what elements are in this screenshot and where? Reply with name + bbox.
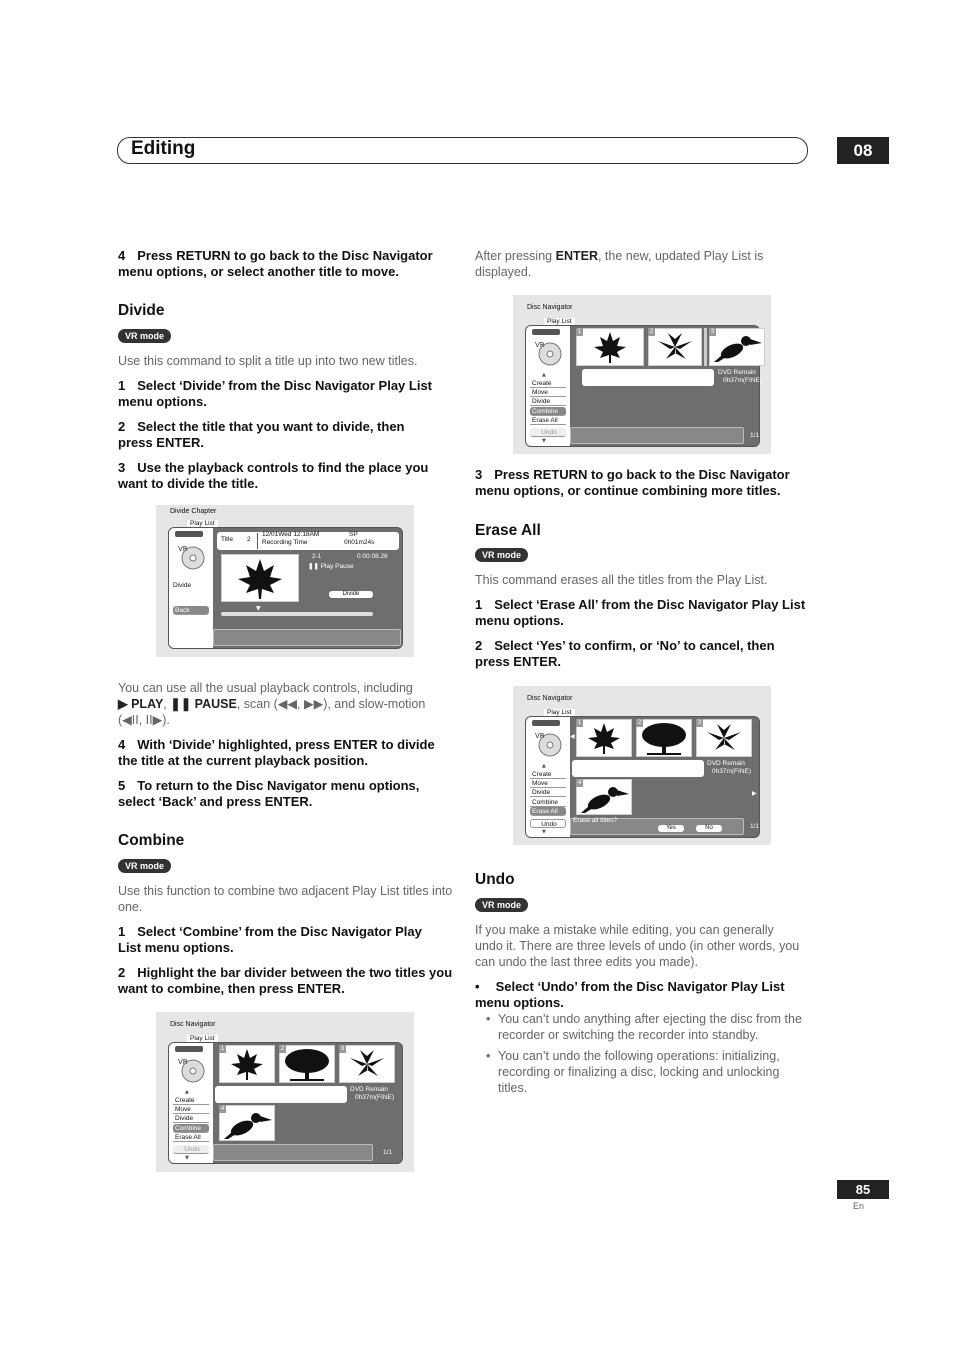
vr-disc-icon <box>534 729 564 759</box>
play-list-tab: Play List <box>187 520 218 527</box>
toucan-icon <box>577 780 631 814</box>
scroll-down-icon[interactable]: ▼ <box>542 438 546 444</box>
erase-all-screenshot <box>513 686 771 845</box>
menu-combine[interactable]: Combine <box>173 1124 209 1133</box>
undo-bullet-2: • You can’t undo the following operations: initializing, recording or finalizing a disc, locking and unlocking titles. <box>486 1049 780 1095</box>
divide-intro: Use this command to split a title up into two new titles. <box>118 354 418 368</box>
menu-move[interactable]: Move <box>530 388 566 397</box>
menu-divide[interactable]: Divide <box>173 582 192 589</box>
divide-step-5: 5 To return to the Disc Navigator menu options, select ‘Back’ and press ENTER. <box>118 778 420 809</box>
record-mode: SP <box>349 531 358 538</box>
combine-result-screenshot <box>513 295 771 454</box>
title-thumbnail-3[interactable] <box>709 328 765 366</box>
info-box <box>215 1086 347 1103</box>
thumbnail-number: 1 <box>577 720 582 726</box>
chapter-title: Editing <box>131 138 196 159</box>
section-title-undo: Undo <box>475 871 515 888</box>
divide-step-2: 2 Select the title that you want to divide, then press ENTER. <box>118 419 405 450</box>
section-title-combine: Combine <box>118 832 185 849</box>
toucan-icon <box>710 329 764 365</box>
timecode: 0.00.08.26 <box>357 553 388 560</box>
scroll-down-icon[interactable]: ▼ <box>542 829 546 835</box>
screen-frame <box>525 709 760 838</box>
title-thumbnail-4[interactable] <box>576 779 632 815</box>
dvd-logo <box>532 720 560 726</box>
title-thumbnail-1[interactable] <box>576 719 632 757</box>
maple-leaf-icon <box>577 329 643 365</box>
title-thumbnail-3[interactable] <box>339 1045 395 1083</box>
menu-erase-all[interactable]: Erase All <box>530 807 566 816</box>
menu-divide[interactable]: Divide <box>173 1114 209 1123</box>
vr-mode-badge: VR mode <box>118 329 171 343</box>
tree-icon <box>280 1046 334 1082</box>
dvd-remain-label: DVD Remain <box>718 369 756 376</box>
scroll-up-icon[interactable]: ▲ <box>185 1089 189 1095</box>
recording-time-label: Recording Time <box>262 539 308 546</box>
erase-step-1: 1 Select ‘Erase All’ from the Disc Navigator Play List menu options. <box>475 597 806 628</box>
menu-create[interactable]: Create <box>530 379 566 388</box>
maple-leaf-icon <box>577 720 631 756</box>
screen-heading: Disc Navigator <box>170 1021 216 1028</box>
chapter-header-bar <box>117 137 808 164</box>
divide-step-1: 1 Select ‘Divide’ from the Disc Navigator Play List menu options. <box>118 378 433 409</box>
thumbnail-number: 4 <box>220 1106 225 1112</box>
recording-time: 0h01m24s <box>344 539 375 546</box>
vr-mode-badge: VR mode <box>475 548 528 562</box>
divide-button[interactable]: Divide <box>329 591 373 598</box>
maple-leaf-icon <box>220 1046 274 1082</box>
menu-undo[interactable]: Undo <box>530 428 566 437</box>
scroll-down-icon[interactable]: ▼ <box>185 1155 189 1161</box>
playback-status: ❚❚ Play Pause <box>308 563 354 570</box>
title-thumbnail-4[interactable] <box>219 1105 275 1141</box>
lily-icon <box>340 1046 394 1082</box>
scroll-left-icon[interactable]: ◀ <box>570 733 575 740</box>
playback-controls-text: You can use all the usual playback controls, including ▶ PLAY, ❚❚ PAUSE, scan (◀◀, ▶▶), and slow-motion (◀II, II▶). <box>118 681 426 727</box>
title-thumbnail-2[interactable] <box>279 1045 335 1083</box>
page-indicator: 1/1 <box>750 823 760 830</box>
message-bar <box>213 629 401 646</box>
combine-step-3: 3 Press RETURN to go back to the Disc Navigator menu options, or continue combining more titles. <box>475 467 790 498</box>
combine-screenshot <box>156 1012 414 1172</box>
toucan-icon <box>220 1106 274 1140</box>
thumbnail-number: 1 <box>220 1046 225 1052</box>
screen-frame <box>168 520 403 649</box>
thumbnail-number: 1 <box>577 329 582 335</box>
menu-create[interactable]: Create <box>530 770 566 779</box>
menu-back[interactable]: Back <box>173 606 209 615</box>
info-box <box>572 760 704 777</box>
lily-icon <box>649 329 701 365</box>
title-thumbnail-1[interactable] <box>576 328 644 366</box>
menu-erase-all[interactable]: Erase All <box>530 416 566 425</box>
menu-create[interactable]: Create <box>173 1096 209 1105</box>
section-title-divide: Divide <box>118 302 165 319</box>
erase-intro: This command erases all the titles from the Play List. <box>475 573 768 587</box>
info-divider <box>257 533 258 549</box>
screen-heading: Disc Navigator <box>527 695 573 702</box>
step-move-4: 4 Press RETURN to go back to the Disc Navigator menu options, or select another title to move. <box>118 248 433 279</box>
erase-step-2: 2 Select ‘Yes’ to confirm, or ‘No’ to cancel, then press ENTER. <box>475 638 775 669</box>
bar-divider[interactable] <box>704 328 707 366</box>
thumbnail-number: 4 <box>577 780 582 786</box>
dvd-logo <box>175 1046 203 1052</box>
combine-step-1: 1 Select ‘Combine’ from the Disc Navigator Play List menu options. <box>118 924 422 955</box>
title-label: Title <box>221 536 234 543</box>
undo-step: • Select ‘Undo’ from the Disc Navigator Play List menu options. <box>475 979 785 1010</box>
dvd-logo <box>532 329 560 335</box>
title-thumbnail-2[interactable] <box>636 719 692 757</box>
thumbnail-number: 2 <box>649 329 654 335</box>
menu-divide[interactable]: Divide <box>530 788 566 797</box>
dvd-remain-value: 0h37m(FINE) <box>355 1094 395 1101</box>
menu-undo[interactable]: Undo <box>530 819 566 828</box>
screen-heading: Disc Navigator <box>527 304 573 311</box>
play-list-tab: Play List <box>544 709 575 716</box>
page-number: 85 <box>837 1180 889 1199</box>
after-enter-text: After pressing ENTER, the new, updated Play List is displayed. <box>475 249 764 279</box>
position-marker-icon: ▼ <box>256 605 261 612</box>
tree-icon <box>637 720 691 756</box>
vr-mode-badge: VR mode <box>475 898 528 912</box>
thumbnail-number: 3 <box>697 720 702 726</box>
menu-combine[interactable]: Combine <box>530 798 566 807</box>
record-date: 12/01Wed 12:18AM <box>262 531 320 538</box>
play-list-tab: Play List <box>544 318 575 325</box>
combine-step-2: 2 Highlight the bar divider between the two titles you want to combine, then press ENTER. <box>118 965 453 996</box>
divide-step-3: 3 Use the playback controls to find the place you want to divide the title. <box>118 460 429 491</box>
combine-intro: Use this function to combine two adjacent Play List titles into one. <box>118 884 453 914</box>
thumbnail-number: 3 <box>340 1046 345 1052</box>
dvd-remain-value: 0h37m(FINE) <box>723 377 763 384</box>
screen-frame <box>525 318 763 447</box>
message-bar <box>570 427 744 444</box>
thumbnail-number: 2 <box>637 720 642 726</box>
undo-bullet-1: • You can’t undo anything after ejecting the disc from the recorder or switching the recorder into standby. <box>486 1012 802 1042</box>
dvd-remain-label: DVD Remain <box>350 1086 388 1093</box>
title-thumbnail-1[interactable] <box>219 1045 275 1083</box>
thumbnail-number: 2 <box>280 1046 285 1052</box>
no-button[interactable]: No <box>696 825 722 832</box>
scroll-up-icon[interactable]: ▲ <box>542 372 546 378</box>
erase-prompt: Erase all titles? <box>573 817 618 824</box>
title-number: 2 <box>247 536 251 543</box>
screen-frame <box>168 1035 403 1164</box>
page-indicator: 1/1 <box>750 432 760 439</box>
menu-divide[interactable]: Divide <box>530 397 566 406</box>
scroll-right-icon[interactable]: ▶ <box>752 790 757 797</box>
progress-track[interactable] <box>221 612 373 616</box>
info-box <box>582 369 714 386</box>
lily-icon <box>697 720 751 756</box>
dvd-logo <box>175 531 203 537</box>
svg-text:VR: VR <box>535 341 545 349</box>
thumbnail-number: 3 <box>710 329 715 335</box>
screen-heading: Divide Chapter <box>170 508 217 515</box>
yes-button[interactable]: Yes <box>658 825 684 832</box>
title-thumbnail-3[interactable] <box>696 719 752 757</box>
vr-disc-icon <box>177 542 207 572</box>
dvd-remain-label: DVD Remain <box>707 760 745 767</box>
message-bar <box>213 1144 373 1161</box>
vr-mode-badge: VR mode <box>118 859 171 873</box>
svg-text:VR: VR <box>535 732 545 740</box>
chapter-number: 08 <box>837 137 889 164</box>
menu-combine[interactable]: Combine <box>530 407 566 416</box>
page-language: En <box>853 1201 865 1211</box>
maple-leaf-icon <box>222 555 298 601</box>
play-list-tab: Play List <box>187 1035 218 1042</box>
vr-disc-icon <box>177 1055 207 1085</box>
page-indicator: 1/1 <box>383 1149 393 1156</box>
scroll-up-icon[interactable]: ▲ <box>542 763 546 769</box>
menu-undo[interactable]: Undo <box>173 1145 209 1154</box>
svg-text:VR: VR <box>178 1058 188 1066</box>
menu-erase-all[interactable]: Erase All <box>173 1133 209 1142</box>
dvd-remain-value: 0h37m(FINE) <box>712 768 752 775</box>
section-title-erase-all: Erase All <box>475 522 541 539</box>
vr-disc-icon <box>534 338 564 368</box>
svg-text:VR: VR <box>178 545 188 553</box>
menu-move[interactable]: Move <box>530 779 566 788</box>
title-preview-thumbnail <box>221 554 299 602</box>
divide-step-4: 4 With ‘Divide’ highlighted, press ENTER to divide the title at the current playback position. <box>118 737 435 768</box>
menu-move[interactable]: Move <box>173 1105 209 1114</box>
undo-intro: If you make a mistake while editing, you can generally undo it. There are three levels of undo (in other words, you can undo the last three edits you made). <box>475 923 800 969</box>
title-thumbnail-2[interactable] <box>648 328 702 366</box>
divide-chapter-screenshot <box>156 505 414 657</box>
chapter-number: 2-1 <box>312 553 322 560</box>
